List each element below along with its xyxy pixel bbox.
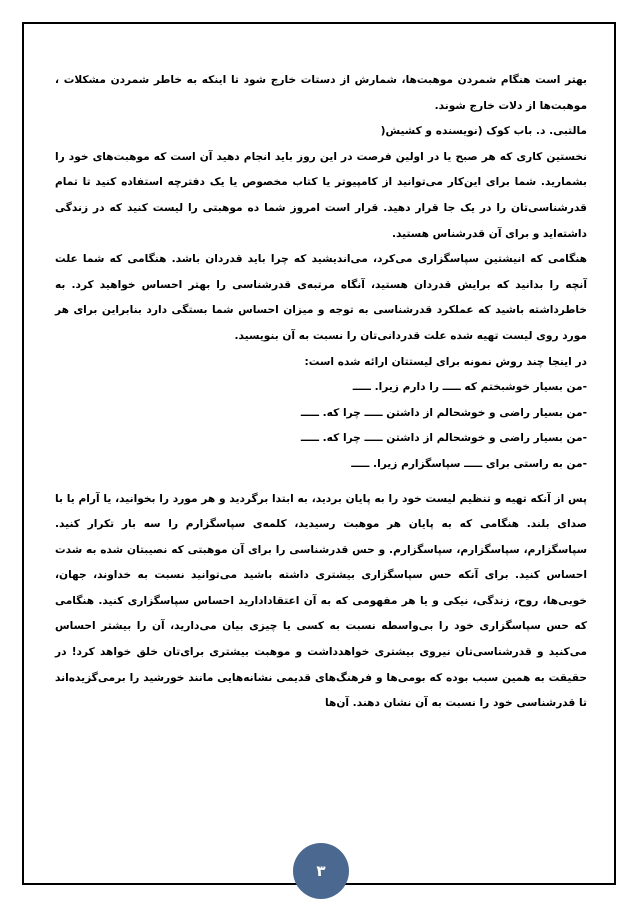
examples-intro: در اینجا چند روش نمونه برای لیستتان ارائه شده است: [304, 355, 587, 368]
list-item: -من بسیار راضی و خوشحالم از داشتن ـــــ چرا که. ـــــ [300, 432, 587, 445]
paragraph-read-list: پس از آنکه تهیه و تنظیم لیست خود را به پایان بردید، به ابتدا برگردید و هر مورد را بخوانید، یا آرام یا با صدای بلند. هنگامی که به پایان هر موهبت رسیدید، کلمه‌ی سپاسگزارم را سه بار تکرار کنید. سپاسگزارم، سپاسگزارم، سپاسگزارم. و حس قدرشناسی را برای آن موهبتی که نصیبتان شده به شدت احساس کنید. برای آنکه حس سپاسگزاری بیشتری داشته باشید می‌توانید نسبت به خداوند، جهان، خوبی‌ها، روح، زندگی، نیکی و یا هر مفهومی که به آن اعتقادادارید احساس سپاسگزاری کنید. هنگامی که حس سپاسگزاری خود را بی‌واسطه نسبت به کسی یا چیزی بیان می‌دارید، آن را بیشتر احساس می‌کنید و قدرشناسی‌تان نیروی بیشتری خواهدداشت و موهبت بیشتری برای‌تان خلق خواهد کرد! در حقیقت به همین سبب بوده که بومی‌ها و فرهنگ‌های قدیمی نشانه‌هایی مانند خورشید را برمی‌گزیده‌اند تا قدرشناسی خود را نسبت به آن نشان دهند. آن‌ها [55, 492, 587, 710]
examples-list [55, 375, 587, 477]
paragraph-count-blessings: نخستین کاری که هر صبح یا در اولین فرصت در این روز باید انجام دهید آن است که موهبت‌های خود را بشمارید. شما برای این‌کار می‌توانید از کامپیوتر یا کتاب مخصوص یا یک دفترچه استفاده کنید تا تمام قدرشناسی‌تان را در یک جا قرار دهید. قرار است امروز شما ده موهبتی را لیست کنید که در زندگی داشته‌اید و برای آن قدرشناس هستید. [55, 150, 587, 240]
list-item: -من بسیار راضی و خوشحالم از داشتن ـــــ چرا که. ـــــ [300, 406, 587, 419]
quote-author: مالتبی. د. باب کوک (نویسنده و کشیش( [380, 125, 587, 138]
list-item: -من به راستی برای ـــــ سپاسگزارم زیرا. ـــــ [351, 457, 587, 470]
opening-quote: بهتر است هنگام شمردن موهبت‌ها، شمارش از دستات خارج شود تا اینکه به خاطر شمردن مشکلات ، موهبت‌ها از دلات خارج شوند. [55, 74, 587, 112]
paragraph-einstein: هنگامی که انیشتین سپاسگزاری می‌کرد، می‌اندیشید که چرا باید قدردان باشد. هنگامی که شما علت آنچه را بدانید که برایش قدردان هستید، آنگاه مرتبه‌ی قدرشناسی را بهتر احساس خواهید کرد. به خاطرداشته باشید که عملکرد قدرشناسی به توجه و میزان احساس شما بستگی دارد بنابراین برای هر مورد روی لیست تهیه شده علت قدردانی‌تان را نسبت به آن بنویسید. [55, 253, 587, 342]
list-item: -من بسیار خوشبختم که ـــــ را دارم زیرا. ـــــ [352, 381, 587, 394]
page-number: ۳ [316, 862, 326, 880]
page-number-badge [293, 843, 349, 899]
document-body [55, 68, 587, 717]
